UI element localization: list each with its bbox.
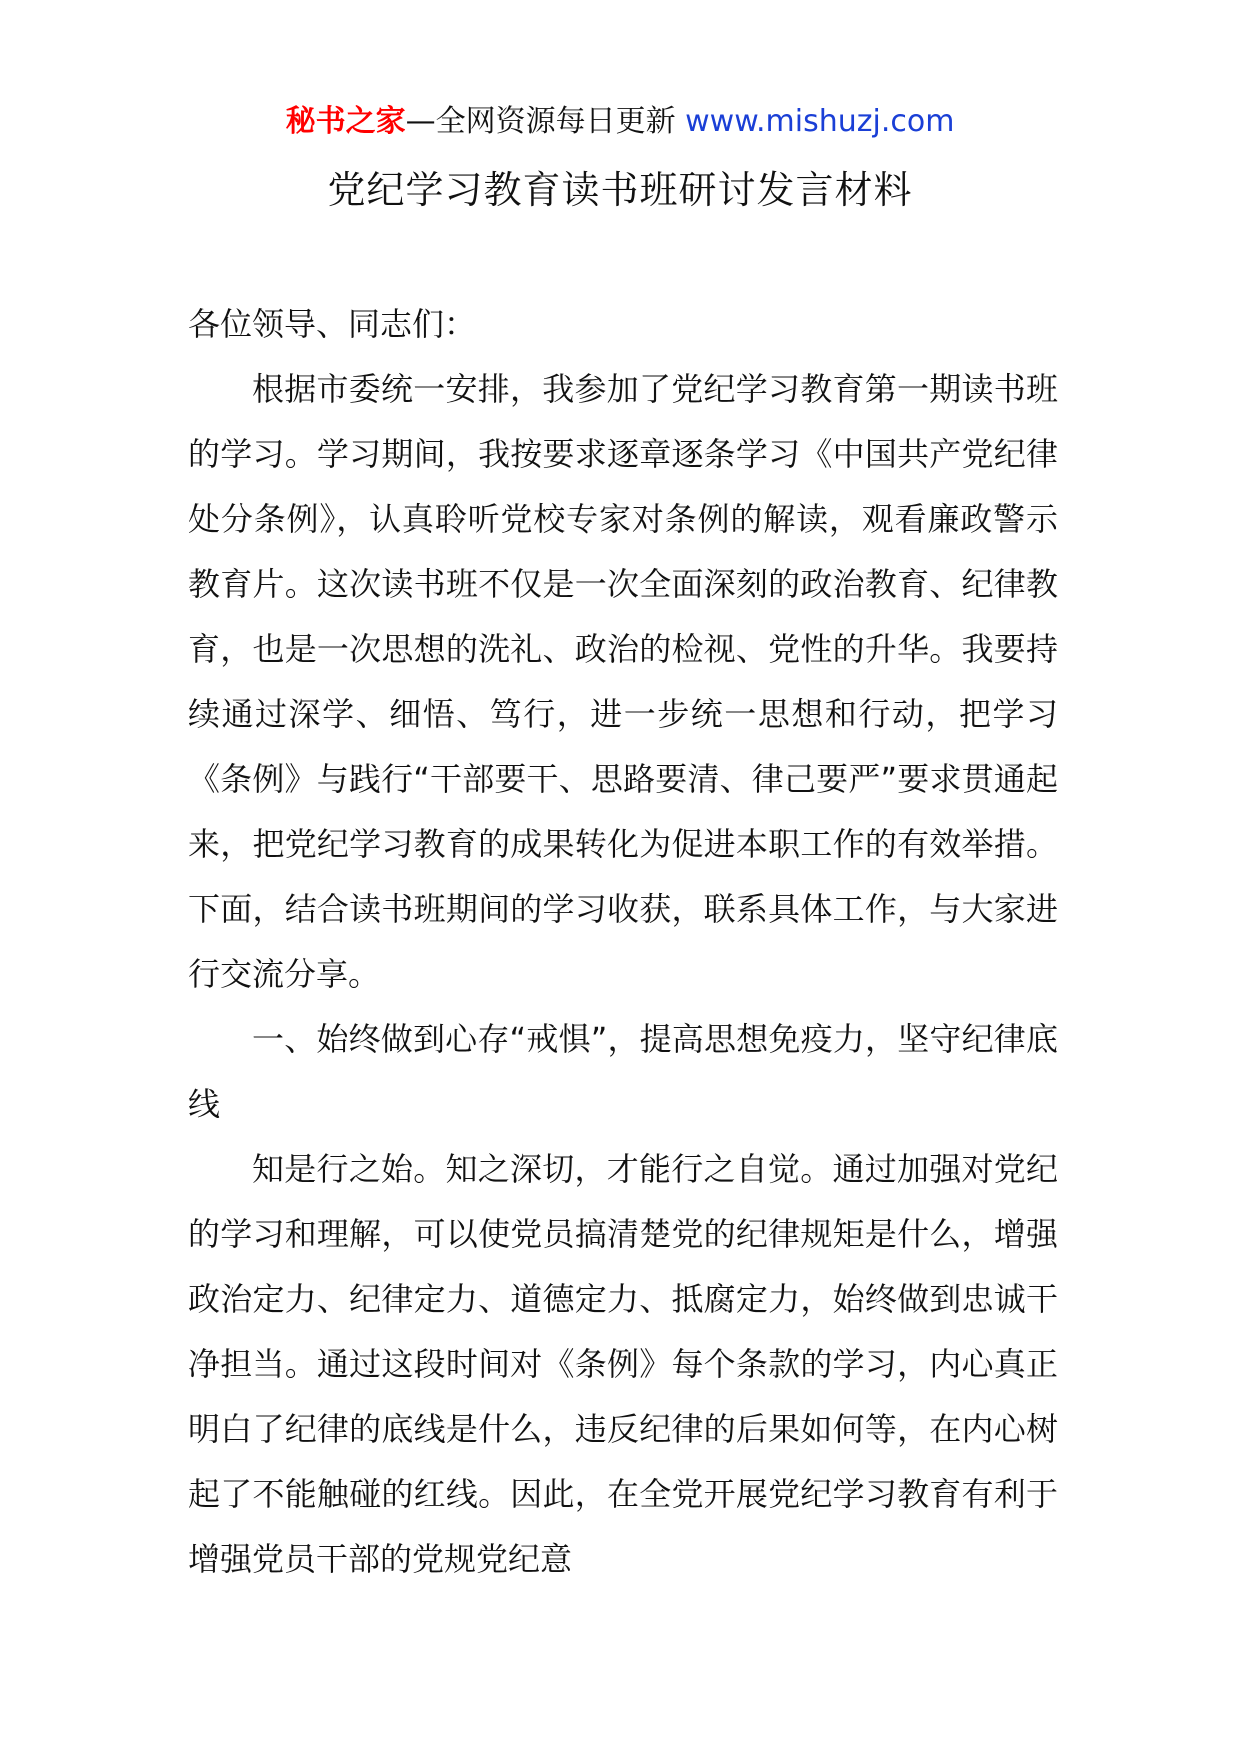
section-heading: 一、始终做到心存“戒惧”，提高思想免疫力，坚守纪律底线	[188, 1020, 1058, 1123]
watermark-header	[0, 100, 1240, 144]
document-body	[188, 292, 1058, 1592]
salutation: 各位领导、同志们：	[188, 305, 477, 343]
brand-name: 秘书之家	[285, 104, 406, 139]
site-link[interactable]: www.mishuzj.com	[685, 104, 955, 139]
section-paragraph: 知是行之始。知之深切，才能行之自觉。通过加强对党纪的学习和理解，可以使党员搞清楚党的纪律规矩是什么，增强政治定力、纪律定力、道德定力、抵腐定力，始终做到忠诚干净担当。通过这段时间对《条例》每个条款的学习，内心真正明白了纪律的底线是什么，违反纪律的后果如何等，在内心树起了不能触碰的红线。因此，在全党开展党纪学习教育有利于增强党员干部的党规党纪意	[188, 1150, 1058, 1578]
document-title: 党纪学习教育读书班研讨发言材料	[327, 168, 913, 212]
header-slogan: —全网资源每日更新	[405, 104, 686, 139]
body-paragraph: 根据市委统一安排，我参加了党纪学习教育第一期读书班的学习。学习期间，我按要求逐章逐条学习《中国共产党纪律处分条例》，认真聆听党校专家对条例的解读，观看廉政警示教育片。这次读书班不仅是一次全面深刻的政治教育、纪律教育，也是一次思想的洗礼、政治的检视、党性的升华。我要持续通过深学、细悟、笃行，进一步统一思想和行动，把学习《条例》与践行“干部要干、思路要清、律己要严”要求贯通起来，把党纪学习教育的成果转化为促进本职工作的有效举措。下面，结合读书班期间的学习收获，联系具体工作，与大家进行交流分享。	[188, 370, 1058, 993]
